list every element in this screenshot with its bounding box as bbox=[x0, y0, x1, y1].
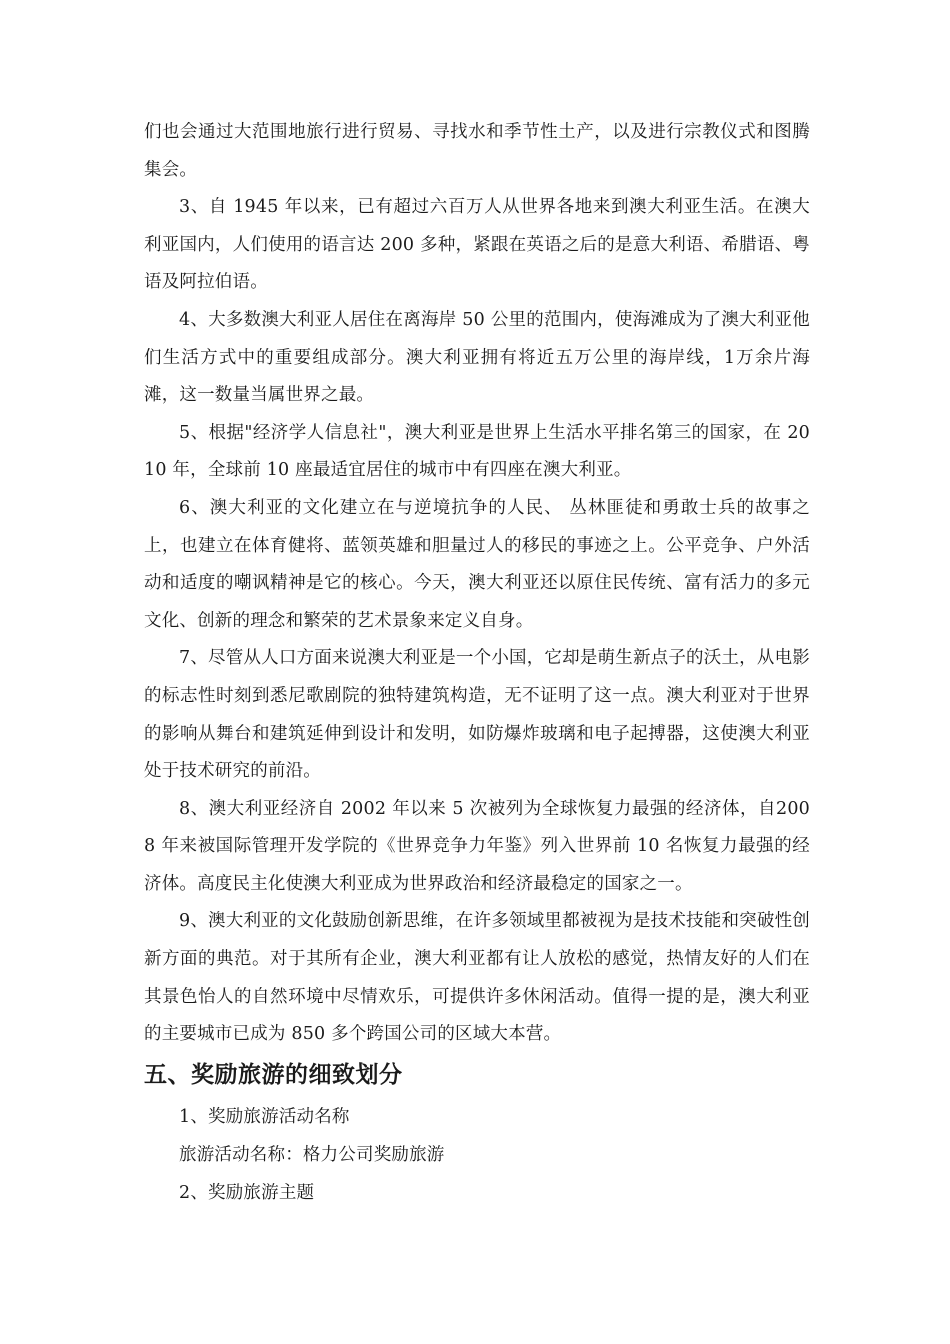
paragraph-8: 8、澳大利亚经济自 2002 年以来 5 次被列为全球恢复力最强的经济体，自2008 年来被国际管理开发学院的《世界竞争力年鉴》列入世界前 10 名恢复力最强的经济体。高度民主化使澳大利亚成为世界政治和经济最稳定的国家之一。 bbox=[144, 798, 810, 894]
paragraph-continuation: 们也会通过大范围地旅行进行贸易、寻找水和季节性土产，以及进行宗教仪式和图腾集会。 bbox=[144, 122, 810, 180]
item-theme-title: 2、奖励旅游主题 bbox=[179, 1182, 315, 1203]
paragraph-3: 3、自 1945 年以来，已有超过六百万人从世界各地来到澳大利亚生活。在澳大利亚国内，人们使用的语言达 200 多种，紧跟在英语之后的是意大利语、希腊语、粤语及阿拉伯语。 bbox=[144, 197, 810, 293]
paragraph-6: 6、澳大利亚的文化建立在与逆境抗争的人民、 丛林匪徒和勇敢士兵的故事之上，也建立在体育健将、蓝领英雄和胆量过人的移民的事迹之上。公平竞争、户外活动和适度的嘲讽精神是它的核心。今天，澳大利亚还以原住民传统、富有活力的多元文化、创新的理念和繁荣的艺术景象来定义自身。 bbox=[144, 497, 810, 631]
item-activity-name-value: 旅游活动名称：格力公司奖励旅游 bbox=[179, 1144, 445, 1165]
section-heading: 五、奖励旅游的细致划分 bbox=[144, 1061, 403, 1088]
paragraph-9: 9、澳大利亚的文化鼓励创新思维，在许多领域里都被视为是技术技能和突破性创新方面的典范。对于其所有企业，澳大利亚都有让人放松的感觉，热情友好的人们在其景色怡人的自然环境中尽情欢乐，可提供许多休闲活动。值得一提的是，澳大利亚的主要城市已成为 850 多个跨国公司的区域大本营。 bbox=[144, 911, 810, 1045]
paragraph-5: 5、根据"经济学人信息社"，澳大利亚是世界上生活水平排名第三的国家，在 2010 年，全球前 10 座最适宜居住的城市中有四座在澳大利亚。 bbox=[144, 422, 810, 481]
item-activity-name-title: 1、奖励旅游活动名称 bbox=[179, 1106, 350, 1127]
body-text bbox=[144, 114, 810, 1212]
paragraph-7: 7、尽管从人口方面来说澳大利亚是一个小国，它却是萌生新点子的沃土，从电影的标志性时刻到悉尼歌剧院的独特建筑构造，无不证明了这一点。澳大利亚对于世界的影响从舞台和建筑延伸到设计和发明，如防爆炸玻璃和电子起搏器，这使澳大利亚处于技术研究的前沿。 bbox=[144, 648, 810, 782]
paragraph-4: 4、大多数澳大利亚人居住在离海岸 50 公里的范围内，使海滩成为了澳大利亚他们生活方式中的重要组成部分。澳大利亚拥有将近五万公里的海岸线，1万余片海滩，这一数量当属世界之最。 bbox=[144, 309, 810, 406]
